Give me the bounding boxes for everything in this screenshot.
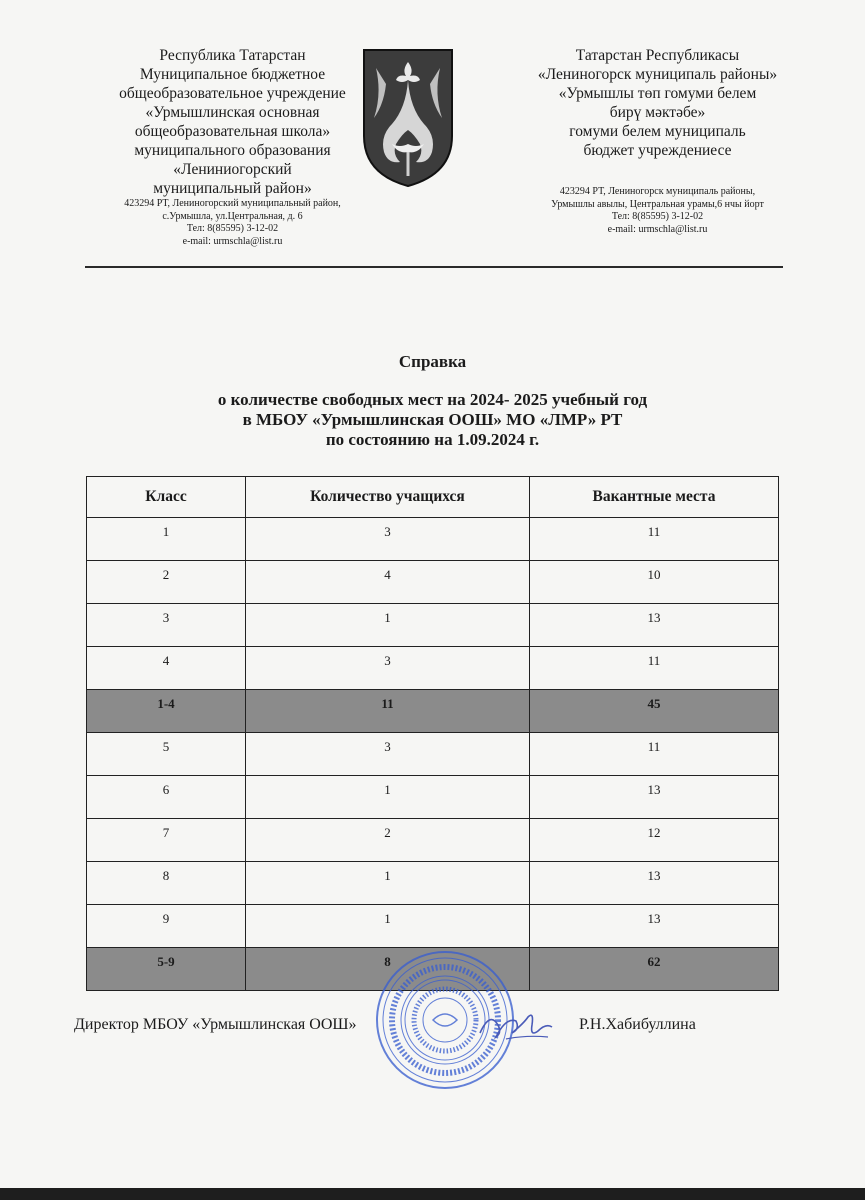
document-title [120,352,745,450]
signatory-position: Директор МБОУ «Урмышлинская ООШ» [74,1016,357,1033]
header-left-contact: Тел: 8(85595) 3-12-02 [186,223,279,234]
cell-students: 11 [246,690,530,733]
cell-students: 1 [246,776,530,819]
cell-class: 9 [87,905,246,948]
cell-students: 1 [246,604,530,647]
cell-vacant: 11 [530,518,779,561]
cell-students: 1 [246,905,530,948]
handwritten-signature-icon [476,1003,556,1051]
cell-class: 5 [87,733,246,776]
header-left-contact: 423294 РТ, Лениногорский муниципальный район, [124,198,341,209]
cell-vacant: 10 [530,561,779,604]
title-line-1: о количестве свободных мест на 2024- 2025 учебный год [217,390,648,409]
cell-class: 1-4 [87,690,246,733]
header-left-line: общеобразовательное учреждение [119,85,346,102]
cell-class: 3 [87,604,246,647]
table-row [87,604,779,647]
column-header-students: Количество учащихся [246,477,530,518]
header-left [70,46,395,248]
header-right-contact: e-mail: urmschla@list.ru [607,223,708,235]
vacancy-table [86,476,779,991]
column-header-class: Класс [87,477,246,518]
cell-vacant: 62 [530,948,779,991]
coat-of-arms-icon [362,48,454,188]
header-left-line: общеобразовательная школа» [134,123,331,140]
scan-edge [0,1188,865,1200]
cell-vacant: 11 [530,733,779,776]
header-right-contact: 423294 РТ, Лениногорск муниципаль районы, [559,186,756,197]
header-right-line: Татарстан Республикасы [575,47,740,64]
cell-class: 2 [87,561,246,604]
table-row [87,561,779,604]
header-right-contact: Тел: 8(85595) 3-12-02 [611,211,704,222]
cell-vacant: 11 [530,647,779,690]
cell-class: 5-9 [87,948,246,991]
header-left-contact: с.Урмышла, ул.Центральная, д. 6 [162,210,303,222]
table-row [87,776,779,819]
title-heading: Справка [398,352,467,371]
table-row [87,647,779,690]
column-header-vacant: Вакантные места [530,477,779,518]
cell-vacant: 13 [530,905,779,948]
header-left-line: муниципального образования [134,142,331,159]
signatory-name: Р.Н.Хабибуллина [579,1016,696,1033]
header-right-line: гомуми белем муниципаль [569,123,746,140]
header-right-line: «Урмышлы төп гомуми белем [558,85,757,102]
title-line-2: в МБОУ «Урмышлинская ООШ» МО «ЛМР» РТ [242,410,623,429]
title-line-3: по состоянию на 1.09.2024 г. [325,430,540,449]
cell-students: 8 [246,948,530,991]
cell-vacant: 13 [530,604,779,647]
table-row [87,905,779,948]
header-left-line: муниципальный район» [153,180,312,197]
header-divider [85,266,783,268]
cell-class: 1 [87,518,246,561]
cell-vacant: 13 [530,776,779,819]
cell-students: 1 [246,862,530,905]
cell-students: 2 [246,819,530,862]
subtotal-row [87,690,779,733]
cell-class: 4 [87,647,246,690]
header-right-contact: Урмышлы авылы, Центральная урамы,6 нчы йорт [551,198,764,210]
table-row [87,819,779,862]
table-row [87,862,779,905]
header-left-line: «Урмышлинская основная [145,104,320,121]
header-right-line: «Лениногорск муниципаль районы» [537,66,778,83]
cell-students: 3 [246,518,530,561]
cell-class: 8 [87,862,246,905]
cell-vacant: 45 [530,690,779,733]
header-right-line: бирү мәктәбе» [609,104,706,121]
table-row [87,518,779,561]
cell-students: 4 [246,561,530,604]
table-header-row [87,477,779,518]
cell-students: 3 [246,733,530,776]
header-left-line: Республика Татарстан [159,47,306,64]
cell-vacant: 13 [530,862,779,905]
cell-class: 6 [87,776,246,819]
header-right [495,46,820,236]
header-left-line: Муниципальное бюджетное [139,66,326,83]
cell-students: 3 [246,647,530,690]
header-right-line: бюджет учреждениесе [583,142,732,159]
header-left-contact: e-mail: urmschla@list.ru [182,235,283,247]
cell-class: 7 [87,819,246,862]
cell-vacant: 12 [530,819,779,862]
table-body [87,518,779,991]
header-left-line: «Лениниогорский [173,161,292,178]
table-row [87,733,779,776]
